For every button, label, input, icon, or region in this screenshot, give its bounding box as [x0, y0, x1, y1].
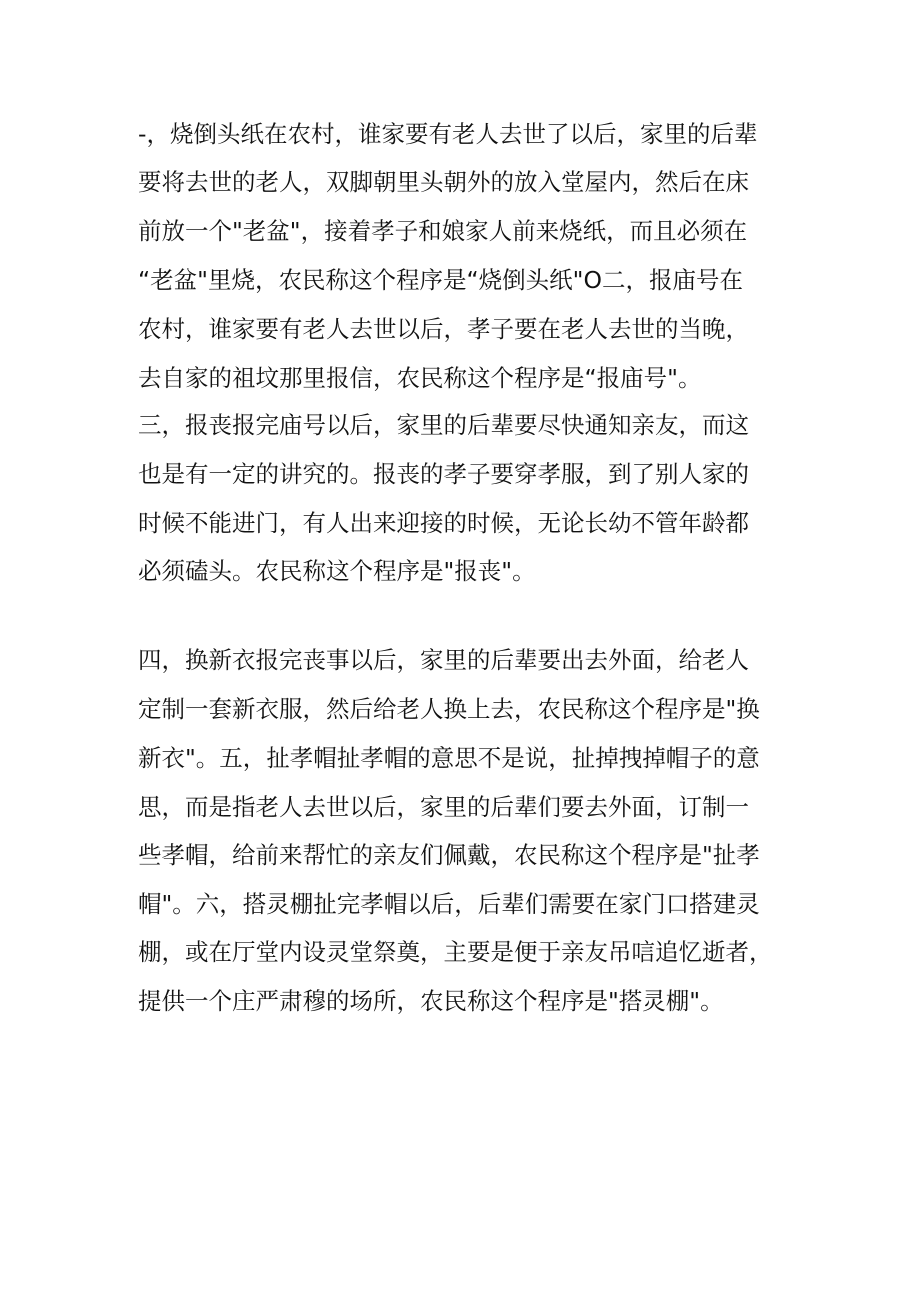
- text-line: 棚，或在厅堂内设灵堂祭奠，主要是便于亲友吊唁追忆逝者，: [138, 938, 773, 966]
- text-line: 去自家的祖坟那里报信，农民称这个程序是“报庙号"。: [138, 364, 702, 392]
- text-line: “老盆"里烧，农民称这个程序是“烧倒头纸"O二，报庙号在: [138, 266, 743, 294]
- text-line: -，烧倒头纸在农村，谁家要有老人去世了以后，家里的后辈: [138, 120, 758, 148]
- text-line: 必须磕头。农民称这个程序是"报丧"。: [138, 557, 536, 585]
- text-line: 三，报丧报完庙号以后，家里的后辈要尽快通知亲友，而这: [138, 411, 749, 439]
- text-line: 帽"。六，搭灵棚扯完孝帽以后，后辈们需要在家门口搭建灵: [138, 890, 760, 918]
- text-line: 些孝帽，给前来帮忙的亲友们佩戴，农民称这个程序是"扯孝: [138, 841, 760, 869]
- text-line: 要将去世的老人，双脚朝里头朝外的放入堂屋内，然后在床: [138, 168, 749, 196]
- text-line: 农村，谁家要有老人去世以后，孝子要在老人去世的当晚，: [138, 315, 749, 343]
- text-line: 也是有一定的讲究的。报丧的孝子要穿孝服，到了别人家的: [138, 460, 749, 488]
- text-line: 思，而是指老人去世以后，家里的后辈们要去外面，订制一: [138, 793, 749, 821]
- text-line: 四，换新衣报完丧事以后，家里的后辈要出去外面，给老人: [138, 646, 749, 674]
- text-line: 定制一套新衣服，然后给老人换上去，农民称这个程序是"换: [138, 695, 760, 723]
- text-line: 时候不能进门，有人出来迎接的时候，无论长幼不管年龄都: [138, 509, 749, 537]
- text-line: 提供一个庄严肃穆的场所，农民称这个程序是"搭灵棚"。: [138, 987, 724, 1015]
- text-line: 前放一个"老盆"，接着孝子和娘家人前来烧纸，而且必须在: [138, 217, 748, 245]
- text-line: 新衣"。五，扯孝帽扯孝帽的意思不是说，扯掉拽掉帽子的意: [138, 744, 760, 772]
